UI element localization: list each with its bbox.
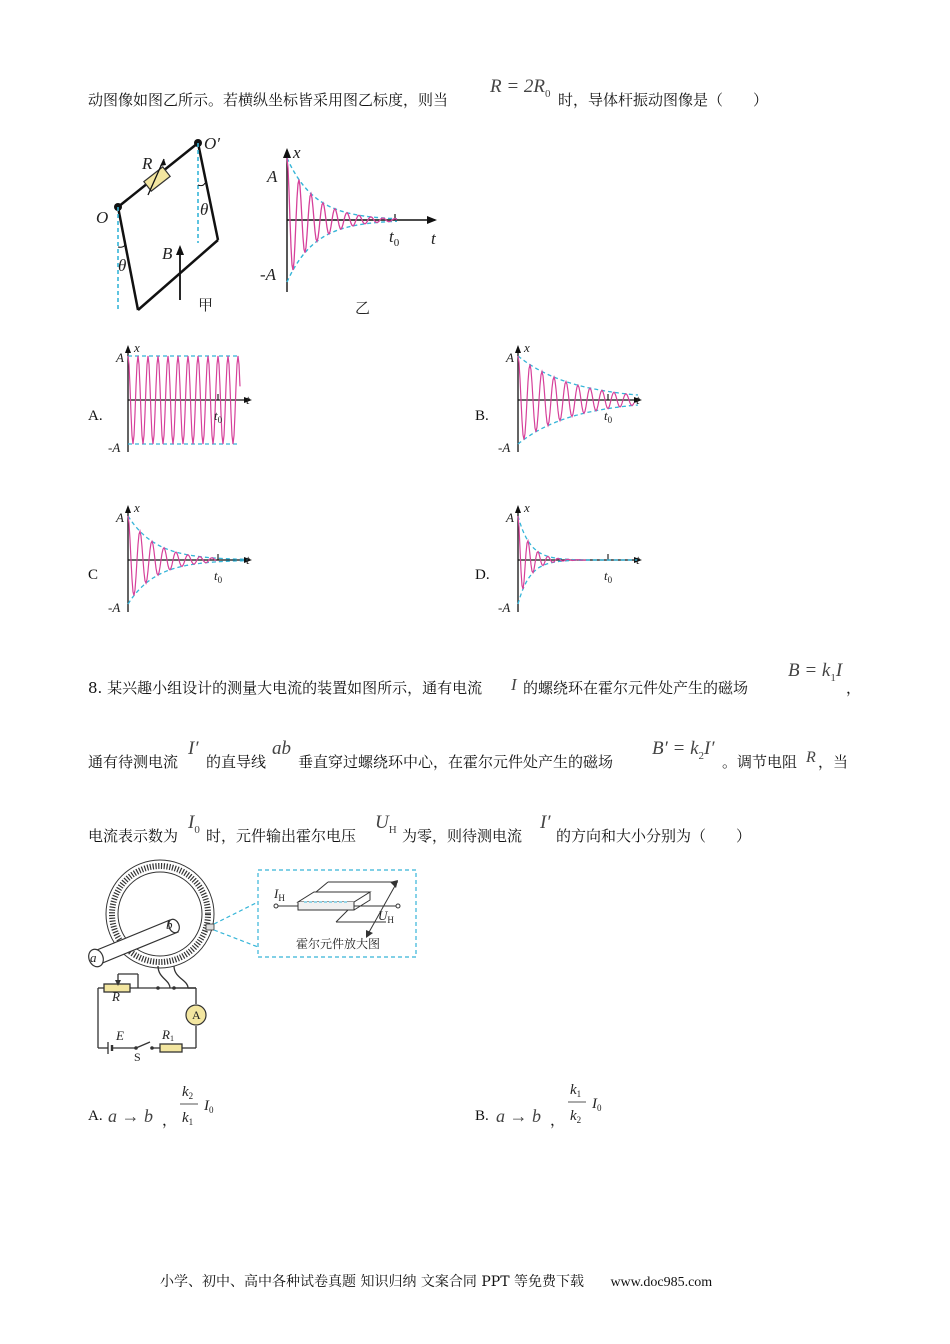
jia-label-theta-left: θ [118,256,127,275]
q7-formula: $R = 2R_0$ [490,76,551,100]
q8-line1-a: 8. 某兴趣小组设计的测量大电流的装置如图所示，通有电流 [88,679,483,697]
q8-line2-a: 通有待测电流 [88,753,179,771]
label-negA: -A [498,600,511,615]
q7-option-C-letter: C [88,567,99,583]
q8-line3-b: 时，元件输出霍尔电压 [206,827,357,845]
footer-url[interactable]: www.doc985.com [610,1275,713,1290]
y-axis-arrow [515,505,521,513]
q8-option-A-direction: a → b [108,1106,153,1126]
q8-option-A-tail: $I_0$ [204,1098,214,1115]
q8-caption-hall: 霍尔元件放大图 [296,937,381,951]
jia-label-O: O [96,208,109,227]
yi-label-A: A [267,167,278,186]
envelope-top [518,356,638,395]
label-x: x [134,340,140,355]
yi-caption: 乙 [355,299,371,317]
q8-line1-comma: ， [846,679,862,697]
jia-label-B: B [162,244,173,263]
q8-option-A-den: $k_1$ [182,1110,194,1127]
y-axis-arrow [125,505,131,513]
q8-option-A-letter: A. [88,1108,103,1124]
envelope-top [518,516,638,560]
q8-option-B-fraction [564,1076,624,1132]
q8-label-IH: $I_H$ [274,886,285,903]
q8-option-B-sep: ， [550,1111,566,1129]
q7-line1-text: 动图像如图乙所示。若横纵坐标皆采用图乙标度，则当 [88,91,449,109]
figure-yi [255,140,445,315]
label-t: t [636,552,640,567]
q8-option-A-sep: ， [162,1111,178,1129]
q7-option-A-letter: A. [88,408,103,424]
envelope-top [128,516,248,559]
oscillation-curve [518,516,586,589]
q8-label-R: R [112,989,120,1004]
option-D-graph [490,500,650,620]
q8-option-B-direction: a → b [496,1106,541,1126]
q8-line3-Iprime: I′ [540,812,551,833]
label-t: t [246,552,250,567]
option-B-graph [490,340,650,460]
oscillation-curve [128,516,216,596]
jia-caption: 甲 [198,296,214,314]
label-t0: $t_0$ [604,568,613,585]
q7-line1-tail: 时，导体杆振动图像是（ ） [558,91,769,109]
q8-line2-b: 的直导线 [206,753,267,771]
yi-envelope-top [287,158,397,219]
label-t0: $t_0$ [604,408,613,425]
footer [160,1271,712,1291]
q8-option-B-num: $k_1$ [570,1082,582,1099]
footer-text: 小学、初中、高中各种试卷真题 知识归纳 文案合同 PPT 等免费下载 [160,1274,584,1290]
label-negA: -A [498,440,511,455]
q8-line2-c: 垂直穿过螺绕环中心，在霍尔元件处产生的磁场 [298,753,614,771]
q8-line3-I0: $I_0$ [188,812,200,836]
yi-label-t: t [431,229,436,248]
q8-line2-Iprime: I′ [188,738,199,759]
jia-label-theta-right: θ [200,200,209,219]
q8-line2-d: 。调节电阻 [722,753,798,771]
q8-line2-ab: ab [272,738,291,759]
option-C-graph [100,500,260,620]
yi-envelope-bottom [287,221,397,282]
q8-line3-a: 电流表示数为 [88,827,179,845]
yi-label-x: x [293,143,301,162]
q8-label-a: a [90,950,97,965]
q7-option-D-letter: D. [475,567,490,583]
yi-label-negA: -A [260,265,277,284]
q8-option-B-den: $k_2$ [570,1108,582,1125]
q8-line3-d: 的方向和大小分别为（ ） [556,827,752,845]
yi-label-t0: $t_0$ [389,227,400,249]
y-axis-arrow [515,345,521,353]
q8-line3-c: 为零，则待测电流 [402,827,523,845]
yi-oscillation-curve [287,158,397,270]
label-x: x [524,340,530,355]
q8-option-A-fraction [176,1078,236,1134]
q8-line3-UH: $U_H$ [375,812,397,836]
label-A: A [506,510,514,525]
q7-option-B-letter: B. [475,408,489,424]
label-negA: -A [108,440,121,455]
q8-formula-Bprime: $B' = k_2I'$ [652,738,715,762]
q8-label-S: S [134,1050,141,1064]
q8-option-B-tail: $I_0$ [592,1096,602,1113]
q8-line2-e: ，当 [818,753,849,771]
label-t0: $t_0$ [214,568,223,585]
label-negA: -A [108,600,121,615]
q8-line1-b: 的螺绕环在霍尔元件处产生的磁场 [523,679,749,697]
figure-jia [90,135,250,315]
q8-label-b: b [166,917,173,932]
envelope-bottom [518,560,638,604]
label-t0: $t_0$ [214,408,223,425]
option-A-graph [100,340,260,460]
q8-line1-I: I [511,675,517,694]
jia-label-R: R [142,154,153,173]
q8-formula-B: $B = k_1I$ [788,660,843,684]
q8-ammeter-label: A [192,1008,201,1022]
label-t: t [636,392,640,407]
q8-label-E: E [116,1028,124,1043]
q8-option-B-letter: B. [475,1108,489,1124]
q8-label-UH: $U_H$ [378,908,394,925]
label-A: A [116,350,124,365]
q8-option-A-num: $k_2$ [182,1084,194,1101]
envelope-bottom [518,405,638,444]
label-A: A [506,350,514,365]
q8-figure [78,862,418,1062]
y-axis-arrow [125,345,131,353]
jia-label-Oprime: O′ [204,134,220,153]
label-A: A [116,510,124,525]
q8-label-R1: R1 [162,1027,174,1043]
q8-line2-R: R [806,749,816,766]
label-x: x [524,500,530,515]
label-x: x [134,500,140,515]
label-t: t [246,392,250,407]
